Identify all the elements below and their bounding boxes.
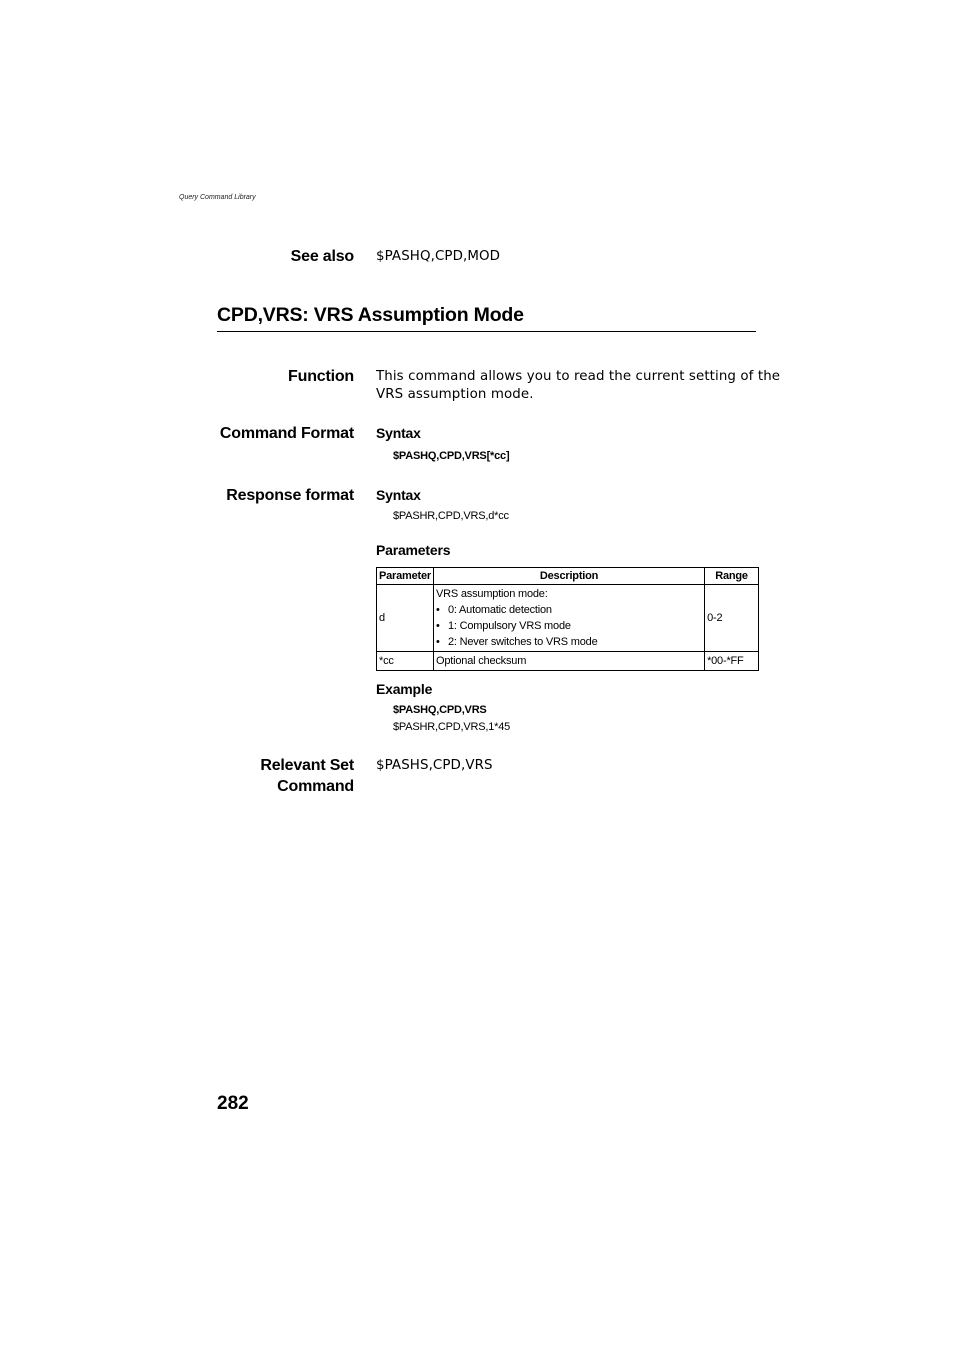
response-syntax: $PASHR,CPD,VRS,d*cc xyxy=(393,510,509,522)
relevant-set-label-line-1: Relevant Set xyxy=(260,757,354,774)
column-header-range: Range xyxy=(705,568,759,585)
example-query: $PASHQ,CPD,VRS xyxy=(393,704,487,716)
column-header-description: Description xyxy=(434,568,705,585)
relevant-set-label xyxy=(194,755,354,797)
command-syntax: $PASHQ,CPD,VRS[*cc] xyxy=(393,450,510,462)
section-title: CPD,VRS: VRS Assumption Mode xyxy=(217,304,756,332)
cell-range: 0-2 xyxy=(705,585,759,652)
page-number: 282 xyxy=(217,1093,249,1114)
cell-range: *00-*FF xyxy=(705,652,759,671)
cell-parameter: *cc xyxy=(377,652,434,671)
example-response: $PASHR,CPD,VRS,1*45 xyxy=(393,721,511,733)
response-syntax-heading: Syntax xyxy=(376,487,421,503)
table-row xyxy=(377,585,759,652)
command-syntax-heading: Syntax xyxy=(376,425,421,441)
see-also-label: See also xyxy=(290,248,354,265)
description-intro: VRS assumption mode: xyxy=(436,588,548,600)
description-bullet: • 1: Compulsory VRS mode xyxy=(436,618,702,634)
relevant-set-label-line-2: Command xyxy=(277,778,354,795)
example-heading: Example xyxy=(376,681,433,697)
parameters-table xyxy=(376,567,759,671)
command-format-label: Command Format xyxy=(219,425,354,442)
table-row xyxy=(377,652,759,671)
cell-parameter: d xyxy=(377,585,434,652)
running-header: Query Command Library xyxy=(179,194,256,201)
parameters-heading: Parameters xyxy=(376,542,451,558)
function-label: Function xyxy=(288,368,354,385)
cell-description xyxy=(434,585,705,652)
response-format-label: Response format xyxy=(226,487,354,504)
table-header-row xyxy=(377,568,759,585)
function-description xyxy=(376,368,780,404)
relevant-set-value: $PASHS,CPD,VRS xyxy=(376,758,493,773)
see-also-value: $PASHQ,CPD,MOD xyxy=(376,249,501,264)
description-bullet: • 2: Never switches to VRS mode xyxy=(436,634,702,650)
column-header-parameter: Parameter xyxy=(377,568,434,585)
function-line-2: VRS assumption mode. xyxy=(376,387,534,402)
cell-description: Optional checksum xyxy=(434,652,705,671)
function-line-1: This command allows you to read the current setting of the xyxy=(376,369,781,384)
description-bullet: • 0: Automatic detection xyxy=(436,602,702,618)
